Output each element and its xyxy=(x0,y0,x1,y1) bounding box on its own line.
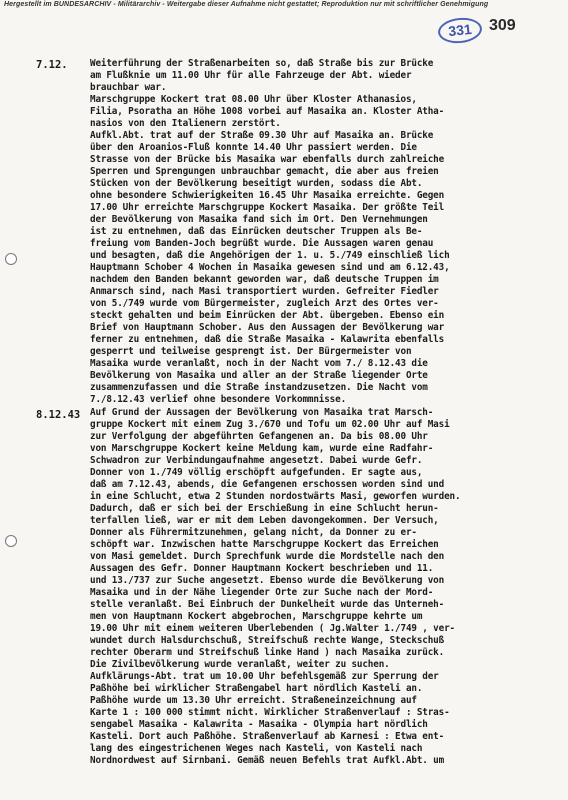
text-line: über den Aroanios-Fluß konnte 14.40 Uhr passiert werden. Die xyxy=(90,142,417,153)
text-line: Donner von 1./749 völlig erschöpft aufgefunden. Er sagte aus, xyxy=(90,467,423,478)
text-line: und besagten, daß die Angehörigen der 1. u. 5./749 einschließ lich xyxy=(90,250,450,261)
punch-hole-icon xyxy=(5,535,17,547)
text-line: 7./8.12.43 verlief ohne besondere Vorkommnisse. xyxy=(90,394,347,405)
archive-stamp: 331 xyxy=(437,16,483,45)
text-line: gruppe Kockert mit einem Zug 3./670 und Tofu um 02.00 Uhr auf Masi xyxy=(90,419,450,430)
text-line: Masaika wurde veranlaßt, noch in der Nacht vom 7./ 8.12.43 die xyxy=(90,358,428,369)
archive-header: Hergestellt im BUNDESARCHIV - Militärarchiv - Weitergabe dieser Aufnahme nicht gestattet; Reproduktion nur mit schriftlicher Genehmigung xyxy=(4,1,489,8)
text-line: Brief von Hauptmann Schober. Aus den Aussagen der Bevölkerung war xyxy=(90,322,445,333)
text-line: terfallen ließ, war er mit dem Leben davongekommen. Der Versuch, xyxy=(90,515,439,526)
text-line: 17.00 Uhr erreichte Marschgruppe Kockert Masaika. Der größte Teil xyxy=(90,202,445,213)
text-line: Hauptmann Schober 4 Wochen in Masaika gewesen sind und am 6.12.43, xyxy=(90,262,450,273)
text-line: Sperren und Sprengungen unbrauchbar gemacht, die aber aus freien xyxy=(90,166,439,177)
text-line: nachdem den Banden bekannt geworden war, daß deutsche Truppen im xyxy=(90,274,439,285)
text-line: zur Verfolgung der abgeführten Gefangenen an. Da bis 08.00 Uhr xyxy=(90,431,428,442)
entry-date: 7.12. xyxy=(36,59,68,71)
text-line: der Bevölkerung von Masaika fand sich im Ort. Den Vernehmungen xyxy=(90,214,428,225)
text-line: von Marschgruppe Kockert keine Meldung kam, wurde eine Radfahr- xyxy=(90,443,434,454)
text-line: am Flußknie um 11.00 Uhr für alle Fahrzeuge der Abt. wieder xyxy=(90,70,412,81)
text-line: Weiterführung der Straßenarbeiten so, daß Straße bis zur Brücke xyxy=(90,58,434,69)
text-line: brauchbar war. xyxy=(90,82,167,93)
entry-date: 8.12.43 xyxy=(36,409,81,421)
text-line: Stücken von der Bevölkerung beseitigt wurden, sodass die Abt. xyxy=(90,178,423,189)
text-line: Paßhöhe wurde um 13.30 Uhr erreicht. Straßeneinzeichnung auf xyxy=(90,695,417,706)
text-line: ist zu entnehmen, daß das Einrücken deutscher Truppen als Be- xyxy=(90,226,423,237)
text-line: Aufklärungs-Abt. trat um 10.00 Uhr befehlsgemäß zur Sperrung der xyxy=(90,671,439,682)
text-line: Marschgruppe Kockert trat 08.00 Uhr über Kloster Athanasios, xyxy=(90,94,417,105)
text-line: Strasse von der Brücke bis Masaika war ebenfalls durch zahlreiche xyxy=(90,154,445,165)
text-line: rechter Oberarm und Streifschuß linke Hand ) nach Masaika zurück. xyxy=(90,647,445,658)
text-line: Donner als Führermitzunehmen, gelang nicht, da Donner zu er- xyxy=(90,527,417,538)
text-line: in eine Schlucht, etwa 2 Stunden nordostwärts Masi, geworfen wurden. xyxy=(90,491,461,502)
text-line: Karte 1 : 100 000 stimmt nicht. Wirklicher Straßenverlauf : Stras- xyxy=(90,707,450,718)
text-line: nasios von den Italienern zerstört. xyxy=(90,118,281,129)
text-line: gesperrt und teilweise gesprengt ist. Der Bürgermeister von xyxy=(90,346,412,357)
text-line: wundet durch Halsdurchschuß, Streifschuß rechte Wange, Steckschuß xyxy=(90,635,445,646)
page-number: 309 xyxy=(489,17,516,34)
text-line: von 5./749 wurde vom Bürgermeister, zugleich Arzt des Ortes ver- xyxy=(90,298,439,309)
text-line: Paßhöhe bei wirklicher Straßengabel hart nördlich Kasteli an. xyxy=(90,683,423,694)
text-line: von Masi gemeldet. Durch Sprechfunk wurde die Mordstelle nach den xyxy=(90,551,445,562)
text-line: Bevölkerung von Masaika und aller an der Straße liegender Orte xyxy=(90,370,428,381)
text-line: Filia, Psoratha an Höhe 1008 vorbei auf Masaika an. Kloster Atha- xyxy=(90,106,445,117)
text-line: Anmarsch sind, nach Masi transportiert wurden. Gefreiter Fiedler xyxy=(90,286,439,297)
text-line: ohne besondere Schwierigkeiten 16.45 Uhr Masaika erreichte. Gegen xyxy=(90,190,445,201)
text-line: Kasteli. Dort auch Paßhöhe. Straßenverlauf ab Karnesi : Etwa ent- xyxy=(90,731,445,742)
text-line: zusammenzufassen und die Straße instandzusetzen. Die Nacht vom xyxy=(90,382,428,393)
text-line: Schwadron zur Verbindungaufnahme angesetzt. Dabei wurde Gefr. xyxy=(90,455,423,466)
punch-hole-icon xyxy=(5,253,17,265)
text-line: ferner zu entnehmen, daß die Straße Masaika - Kalawrita ebenfalls xyxy=(90,334,445,345)
text-line: Aufkl.Abt. trat auf der Straße 09.30 Uhr auf Masaika an. Brücke xyxy=(90,130,434,141)
text-line: sengabel Masaika - Kalawrita - Masaika - Olympia hart nördlich xyxy=(90,719,428,730)
text-line: daß am 7.12.43, abends, die Gefangenen erschossen worden sind und xyxy=(90,479,445,490)
text-line: schöpft war. Inzwischen hatte Marschgruppe Kockert das Erreichen xyxy=(90,539,439,550)
text-line: Die Zivilbevölkerung wurde veranlaßt, weiter zu suchen. xyxy=(90,659,390,670)
text-line: und 13./737 zur Suche angesetzt. Ebenso wurde die Bevölkerung von xyxy=(90,575,445,586)
text-line: stelle veranlaßt. Bei Einbruch der Dunkelheit wurde das Unterneh- xyxy=(90,599,445,610)
text-line: Masaika und in der Nähe liegender Orte zur Suche nach der Mord- xyxy=(90,587,434,598)
text-line: Nordnordwest auf Sirnbani. Gemäß neuen Befehls trat Aufkl.Abt. um xyxy=(90,755,445,766)
text-line: Aussagen des Gefr. Donner Hauptmann Kockert beschrieben und 11. xyxy=(90,563,434,574)
text-line: 19.00 Uhr mit einem weiteren Überlebenden ( Jg.Walter 1./749 , ver- xyxy=(90,623,455,634)
entry-text xyxy=(90,58,560,406)
text-line: men von Hauptmann Kockert abgebrochen, Marschgruppe kehrte um xyxy=(90,611,423,622)
text-line: Auf Grund der Aussagen der Bevölkerung von Masaika trat Marsch- xyxy=(90,407,434,418)
entry-text xyxy=(90,407,560,767)
text-line: freiung vom Banden-Joch begrüßt wurde. Die Aussagen waren genau xyxy=(90,238,434,249)
text-line: lang des eingestrichenen Weges nach Kasteli, von Kasteli nach xyxy=(90,743,423,754)
text-line: Dadurch, daß er sich bei der Erschießung in eine Schlucht herun- xyxy=(90,503,439,514)
text-line: steckt gehalten und beim Einrücken der Abt. übergeben. Ebenso ein xyxy=(90,310,445,321)
